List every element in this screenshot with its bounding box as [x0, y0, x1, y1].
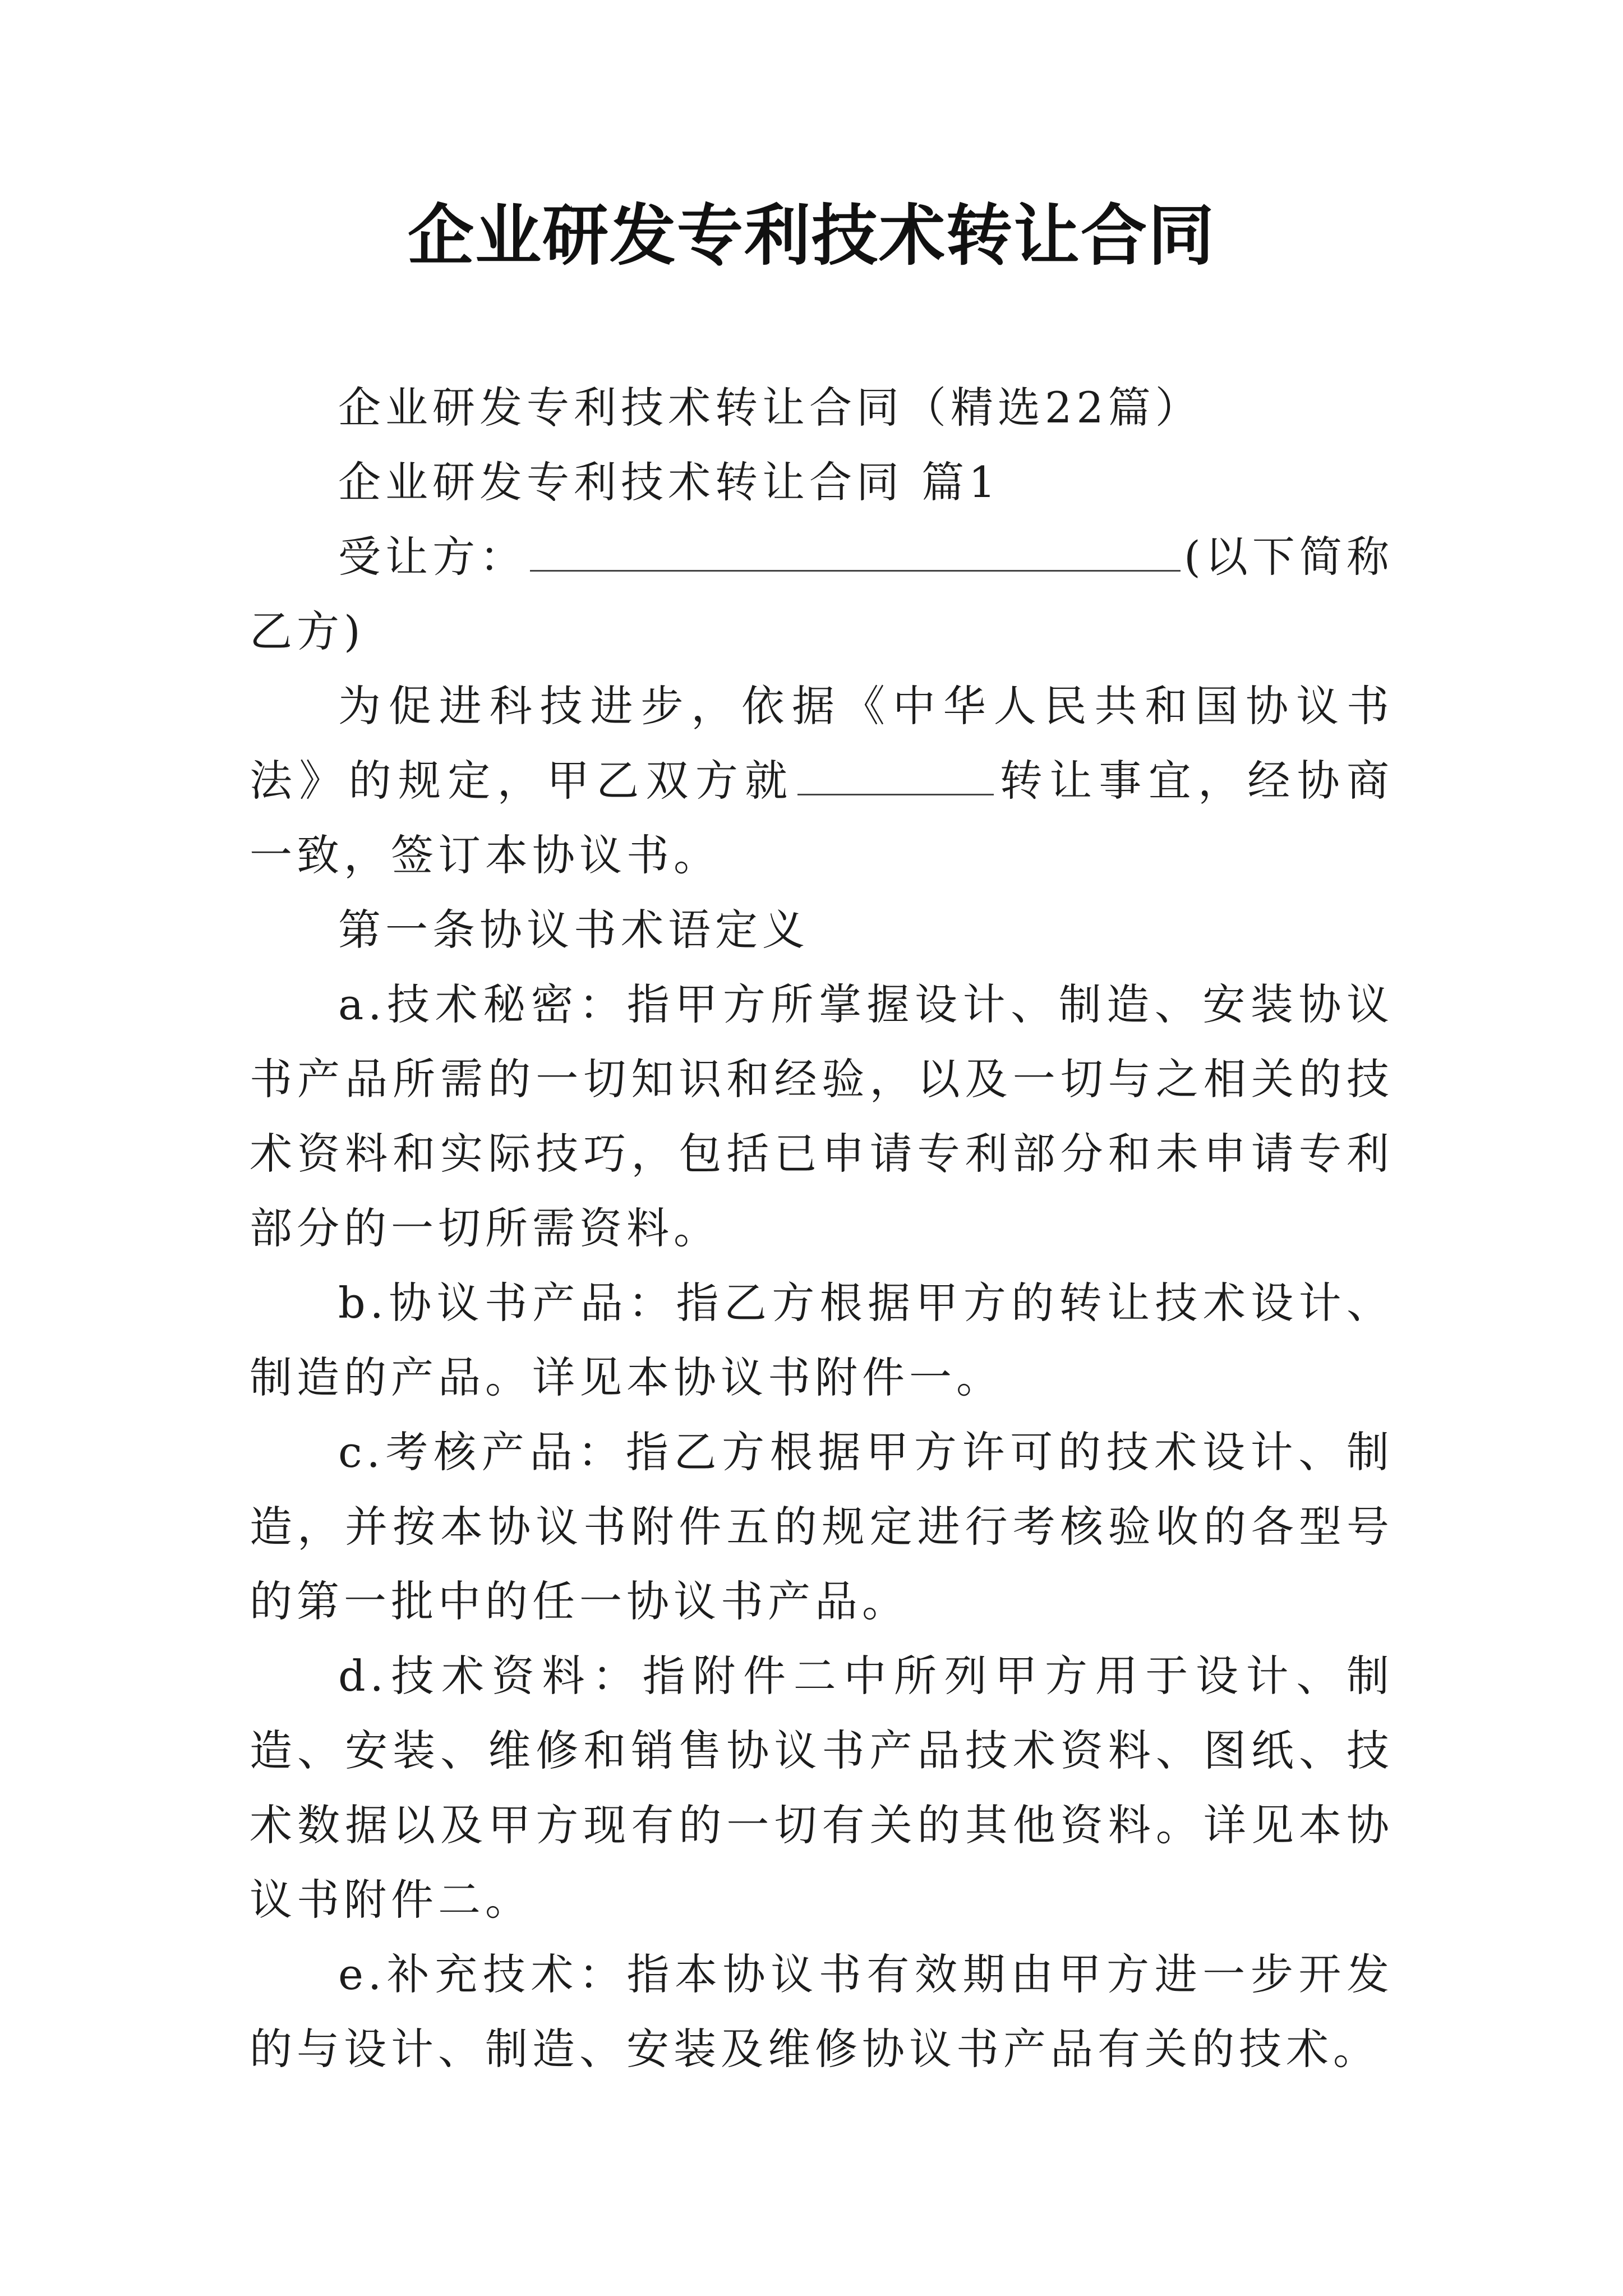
definition-a: a.技术秘密：指甲方所掌握设计、制造、安装协议书产品所需的一切知识和经验，以及一切与之相关的技术资料和实际技巧，包括已申请专利部分和未申请专利部分的一切所需资料。	[250, 979, 1394, 1253]
document-body	[250, 370, 1394, 2086]
intro-text-part2: 转让事宜，经协商一致，签订本协议书。	[250, 756, 1394, 880]
assignee-blank	[530, 531, 1181, 572]
chapter-heading: 企业研发专利技术转让合同 篇1	[338, 457, 1000, 507]
definition-e: e.补充技术：指本协议书有效期由甲方进一步开发的与设计、制造、安装及维修协议书产品有关的技术。	[250, 1949, 1394, 2074]
definition-b: b.协议书产品：指乙方根据甲方的转让技术设计、制造的产品。详见本协议书附件一。	[250, 1278, 1394, 1402]
intro-text-part1: 为促进科技进步，依据《中华人民共和国协议书法》的规定，甲乙双方就	[250, 681, 1394, 806]
assignee-line	[250, 519, 1394, 669]
article1-heading: 第一条协议书术语定义	[338, 905, 809, 955]
definition-d: d.技术资料：指附件二中所列甲方用于设计、制造、安装、维修和销售协议书产品技术资料、图纸、技术数据以及甲方现有的一切有关的其他资料。详见本协议书附件二。	[250, 1651, 1394, 1925]
assignee-suffix: (以下简称乙方)	[250, 532, 1394, 656]
document-title: 企业研发专利技术转让合同	[407, 196, 1215, 274]
subject-blank	[797, 754, 994, 795]
intro-paragraph	[250, 669, 1394, 892]
assignee-label: 受让方：	[338, 532, 527, 582]
definition-c: c.考核产品：指乙方根据甲方许可的技术设计、制造，并按本协议书附件五的规定进行考核验收的各型号的第一批中的任一协议书产品。	[250, 1427, 1394, 1626]
document-subtitle: 企业研发专利技术转让合同（精选22篇）	[338, 383, 1202, 432]
